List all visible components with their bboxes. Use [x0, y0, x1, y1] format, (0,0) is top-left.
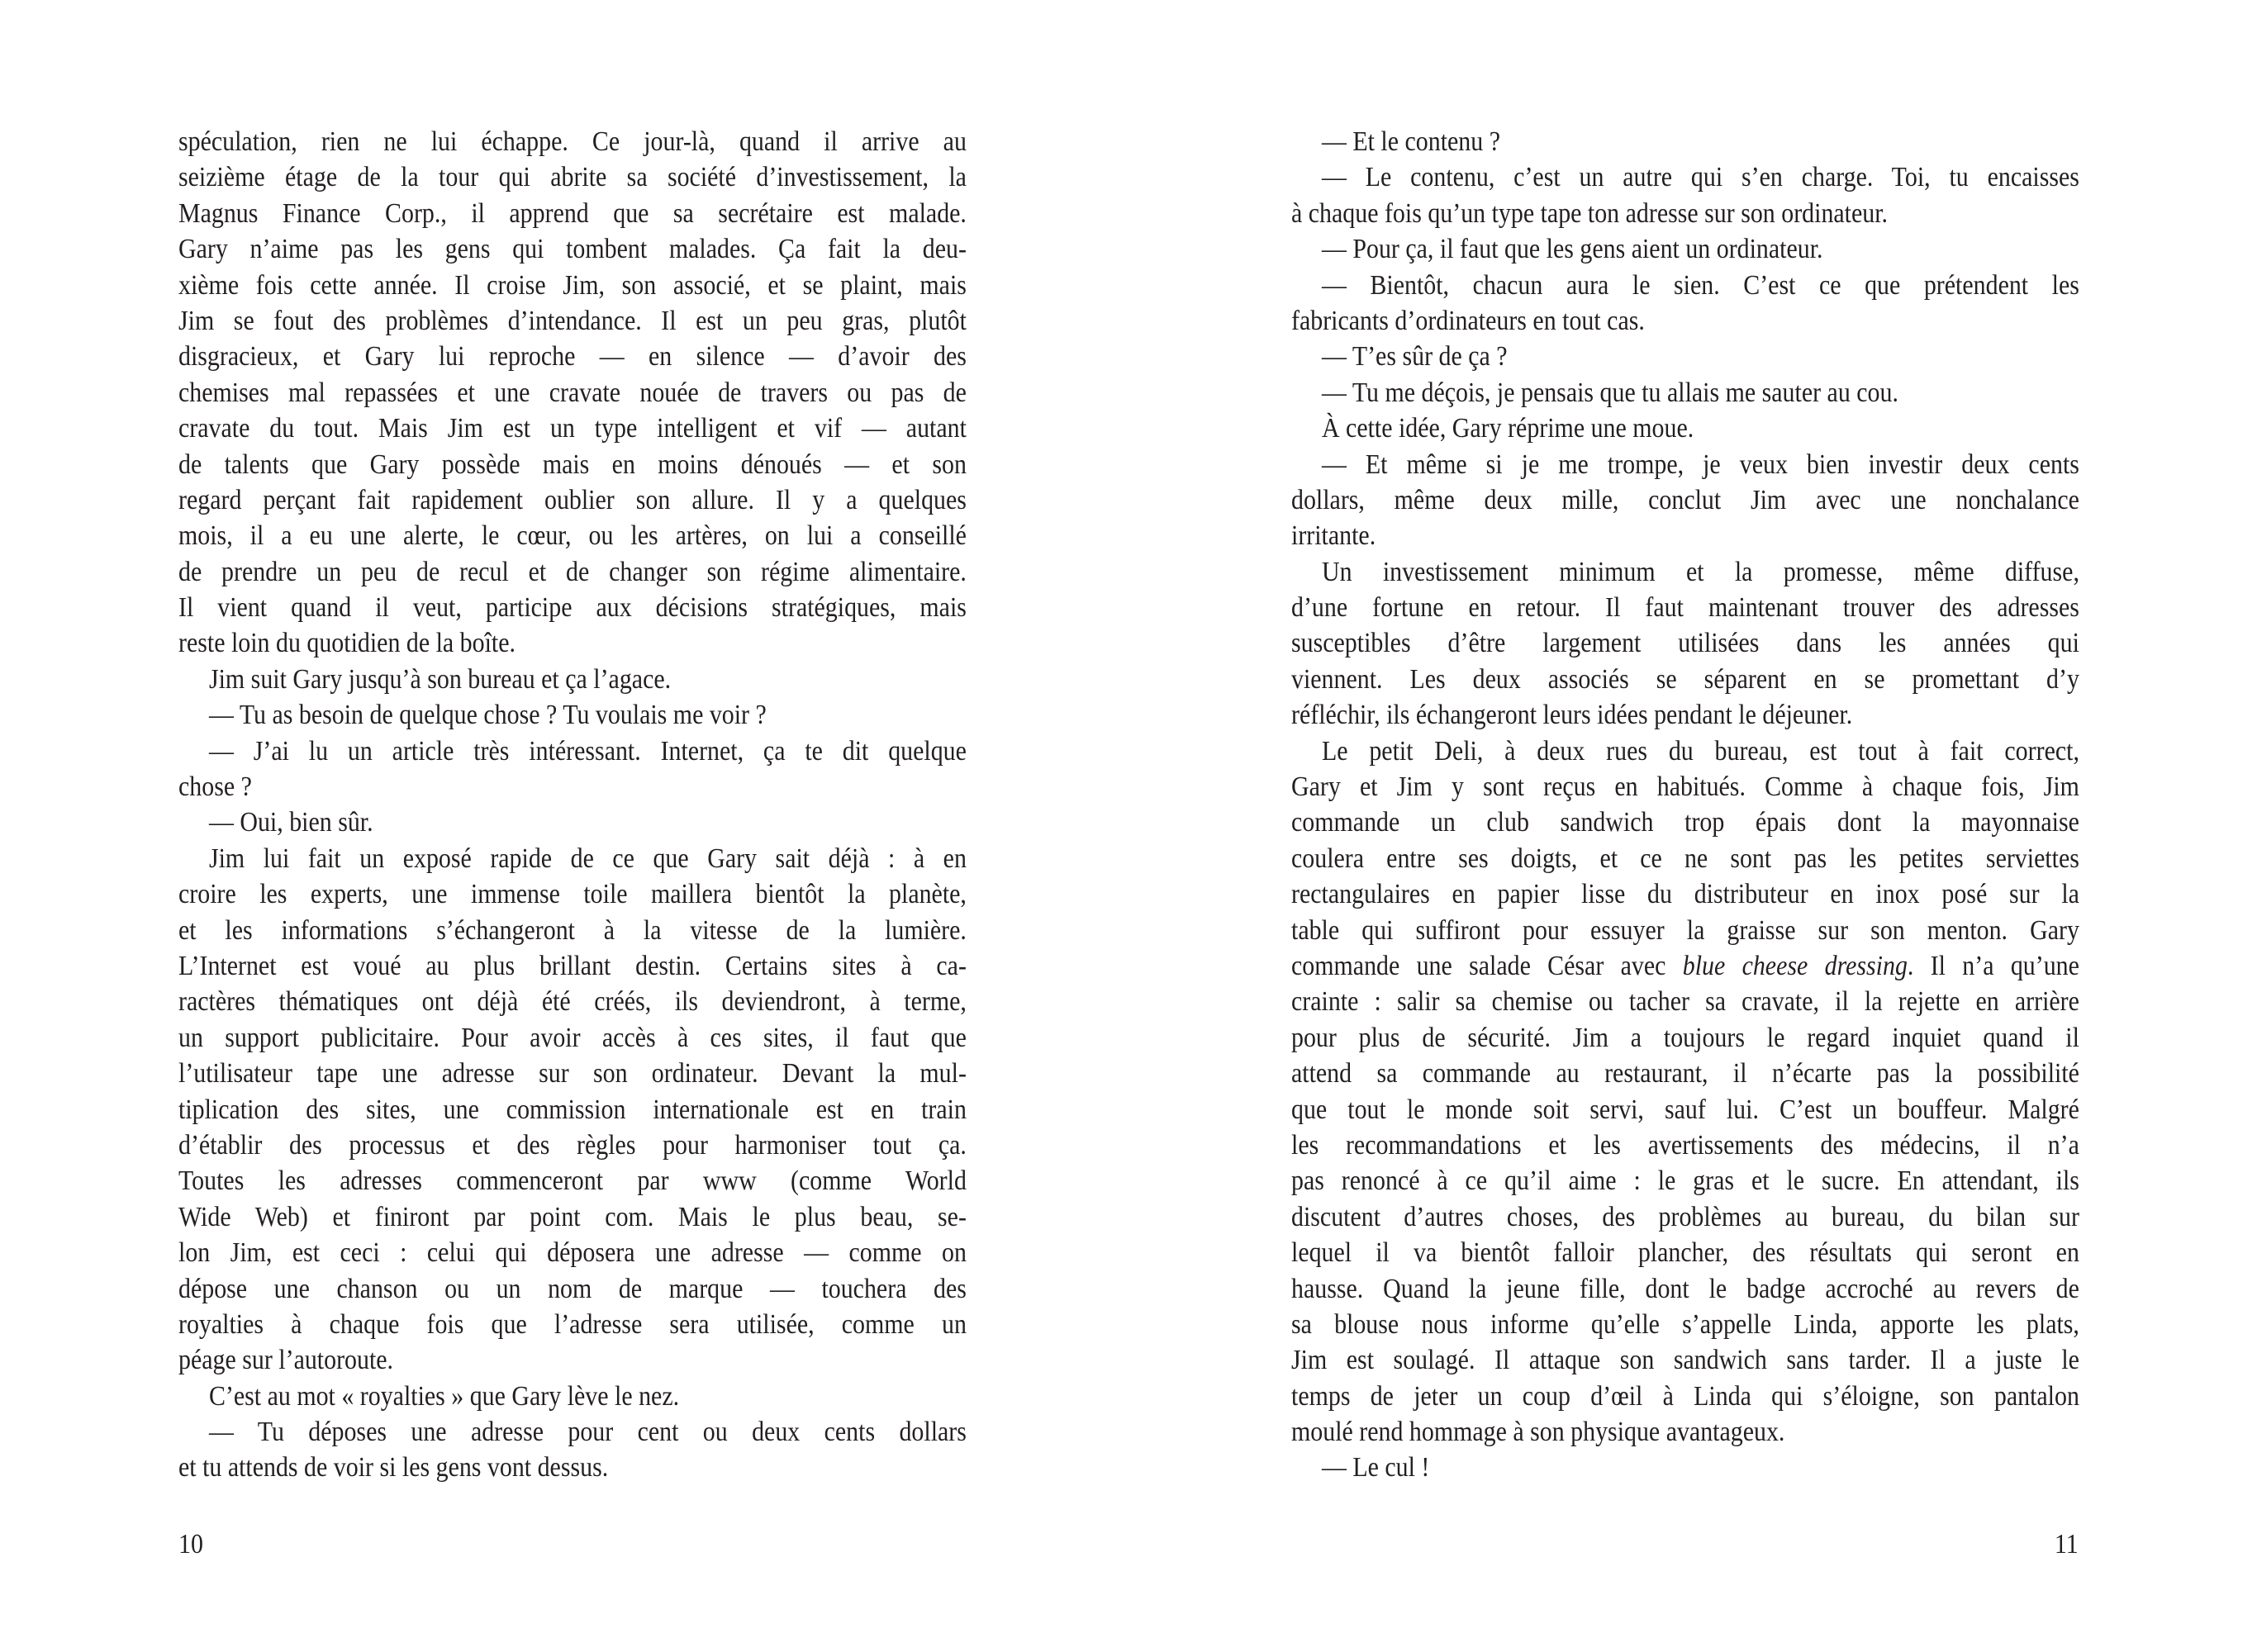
- text-line: pour plus de sécurité. Jim a toujours le regard inquiet quand il: [1291, 1022, 2079, 1053]
- text-line: — Le cul !: [1321, 1452, 1430, 1483]
- text-line: C’est au mot « royalties » que Gary lève le nez.: [208, 1380, 680, 1412]
- text-line: d’établir des processus et des règles pour harmoniser tout ça.: [178, 1129, 967, 1161]
- text-line: — Oui, bien sûr.: [208, 807, 373, 838]
- text-line: réfléchir, ils échangeront leurs idées pendant le déjeuner.: [1291, 700, 1853, 731]
- text-line: un support publicitaire. Pour avoir accès à ces sites, il faut que: [178, 1022, 967, 1053]
- left-page: [0, 0, 1128, 1652]
- text-line: — Bientôt, chacun aura le sien. C’est ce que prétendent les: [1321, 269, 2079, 301]
- text-line: — Tu déposes une adresse pour cent ou deux cents dollars: [208, 1417, 967, 1448]
- text-line: à chaque fois qu’un type tape ton adresse sur son ordinateur.: [1291, 197, 1889, 229]
- text-line: Jim suit Gary jusqu’à son bureau et ça l’agace.: [208, 663, 672, 695]
- text-line: royalties à chaque fois que l’adresse sera utilisée, comme un: [178, 1308, 967, 1340]
- text-line: crainte : salir sa chemise ou tacher sa cravate, il la rejette en arrière: [1291, 986, 2079, 1018]
- text-line: Wide Web) et finiront par point com. Mais le plus beau, se-: [178, 1201, 967, 1232]
- text-line: [1291, 948, 2079, 984]
- text-line: commande un club sandwich trop épais dont la mayonnaise: [1291, 807, 2079, 838]
- text-line: les recommandations et les avertissements des médecins, il n’a: [1291, 1129, 2079, 1161]
- text-line: À cette idée, Gary réprime une moue.: [1321, 413, 1694, 444]
- text-line: spéculation, rien ne lui échappe. Ce jour-là, quand il arrive au: [178, 126, 967, 157]
- text-line: — Tu me déçois, je pensais que tu allais me sauter au cou.: [1321, 377, 1898, 408]
- text-line: — Le contenu, c’est un autre qui s’en charge. Toi, tu encaisses: [1321, 162, 2079, 193]
- text-line: regard perçant fait rapidement oublier son allure. Il y a quelques: [178, 484, 967, 515]
- text-line: attend sa commande au restaurant, il n’écarte pas la possibilité: [1291, 1058, 2079, 1089]
- text-line: susceptibles d’être largement utilisées dans les années qui: [1291, 628, 2079, 659]
- text-line: l’utilisateur tape une adresse sur son ordinateur. Devant la mul-: [178, 1058, 967, 1089]
- text-line: reste loin du quotidien de la boîte.: [178, 628, 516, 659]
- text-line: fabricants d’ordinateurs en tout cas.: [1291, 305, 1645, 336]
- text-line: hausse. Quand la jeune fille, dont le badge accroché au revers de: [1291, 1273, 2079, 1304]
- text-line: rectangulaires en papier lisse du distributeur en inox posé sur la: [1291, 879, 2079, 910]
- left-page-number: 10: [178, 1529, 203, 1559]
- text-line: dépose une chanson ou un nom de marque — touchera des: [178, 1273, 967, 1304]
- text-line: de talents que Gary possède mais en moins dénoués — et son: [178, 449, 967, 480]
- text-line: chose ?: [178, 771, 252, 803]
- text-line: ractères thématiques ont déjà été créés, ils deviendront, à terme,: [178, 986, 967, 1018]
- text-line: Un investissement minimum et la promesse, même diffuse,: [1321, 556, 2079, 587]
- text-line: discutent d’autres choses, des problèmes au bureau, du bilan sur: [1291, 1201, 2079, 1232]
- text-line: Jim se fout des problèmes d’intendance. Il est un peu gras, plutôt: [178, 305, 967, 336]
- text-line: seizième étage de la tour qui abrite sa société d’investissement, la: [178, 162, 967, 193]
- text-line: Jim est soulagé. Il attaque son sandwich sans tarder. Il a juste le: [1291, 1345, 2079, 1376]
- text-line-segment: commande une salade César avec: [1291, 950, 1683, 981]
- text-line: moulé rend hommage à son physique avantageux.: [1291, 1417, 1785, 1448]
- text-line: d’une fortune en retour. Il faut maintenant trouver des adresses: [1291, 592, 2079, 624]
- text-line: Gary et Jim y sont reçus en habitués. Comme à chaque fois, Jim: [1291, 771, 2079, 803]
- text-line: coulera entre ses doigts, et ce ne sont pas les petites serviettes: [1291, 843, 2079, 874]
- text-line: Toutes les adresses commenceront par www (comme World: [178, 1165, 967, 1197]
- text-line: croire les experts, une immense toile maillera bientôt la planète,: [178, 879, 967, 910]
- text-line: — T’es sûr de ça ?: [1321, 341, 1508, 373]
- text-line-segment: . Il n’a qu’une: [1907, 950, 2079, 981]
- text-line: cravate du tout. Mais Jim est un type intelligent et vif — autant: [178, 413, 967, 444]
- text-line: de prendre un peu de recul et de changer son régime alimentaire.: [178, 556, 967, 587]
- text-line: lon Jim, est ceci : celui qui déposera une adresse — comme on: [178, 1237, 967, 1269]
- text-line: Jim lui fait un exposé rapide de ce que Gary sait déjà : à en: [208, 843, 967, 874]
- text-line: L’Internet est voué au plus brillant destin. Certains sites à ca-: [178, 950, 967, 981]
- text-line: péage sur l’autoroute.: [178, 1345, 394, 1376]
- text-line: que tout le monde soit servi, sauf lui. C’est un bouffeur. Malgré: [1291, 1094, 2079, 1125]
- right-page-body-text: [1291, 124, 2079, 1486]
- text-line: et les informations s’échangeront à la vitesse de la lumière.: [178, 914, 967, 946]
- text-line: tiplication des sites, une commission internationale est en train: [178, 1094, 967, 1125]
- text-line: pas renoncé à ce qu’il aime : le gras et le sucre. En attendant, ils: [1291, 1165, 2079, 1197]
- italic-phrase: blue cheese dressing: [1682, 950, 1908, 981]
- text-line: viennent. Les deux associés se séparent en se promettant d’y: [1291, 663, 2079, 695]
- text-line: Magnus Finance Corp., il apprend que sa secrétaire est malade.: [178, 197, 967, 229]
- text-line: — J’ai lu un article très intéressant. Internet, ça te dit quelque: [208, 735, 967, 767]
- right-page-number: 11: [2055, 1529, 2079, 1559]
- text-line: temps de jeter un coup d’œil à Linda qui s’éloigne, son pantalon: [1291, 1380, 2079, 1412]
- text-line: Gary n’aime pas les gens qui tombent malades. Ça fait la deu-: [178, 234, 967, 265]
- text-line: sa blouse nous informe qu’elle s’appelle Linda, apporte les plats,: [1291, 1308, 2079, 1340]
- text-line: — Et le contenu ?: [1321, 126, 1500, 157]
- text-line: disgracieux, et Gary lui reproche — en silence — d’avoir des: [178, 341, 967, 373]
- text-line: et tu attends de voir si les gens vont dessus.: [178, 1452, 609, 1483]
- text-line: — Et même si je me trompe, je veux bien investir deux cents: [1321, 449, 2079, 480]
- text-line: lequel il va bientôt falloir plancher, des résultats qui seront en: [1291, 1237, 2079, 1269]
- text-line: — Tu as besoin de quelque chose ? Tu voulais me voir ?: [208, 700, 767, 731]
- text-line: mois, il a eu une alerte, le cœur, ou les artères, on lui a conseillé: [178, 520, 967, 552]
- text-line: chemises mal repassées et une cravate nouée de travers ou pas de: [178, 377, 967, 408]
- text-line: Il vient quand il veut, participe aux décisions stratégiques, mais: [178, 592, 967, 624]
- right-page: [1128, 0, 2257, 1652]
- text-line: dollars, même deux mille, conclut Jim avec une nonchalance: [1291, 484, 2079, 515]
- text-line: irritante.: [1291, 520, 1376, 552]
- text-line: — Pour ça, il faut que les gens aient un ordinateur.: [1321, 234, 1823, 265]
- text-line: xième fois cette année. Il croise Jim, son associé, et se plaint, mais: [178, 269, 967, 301]
- left-page-body-text: [178, 124, 967, 1486]
- text-line: Le petit Deli, à deux rues du bureau, est tout à fait correct,: [1321, 735, 2079, 767]
- text-line: table qui suffiront pour essuyer la graisse sur son menton. Gary: [1291, 914, 2079, 946]
